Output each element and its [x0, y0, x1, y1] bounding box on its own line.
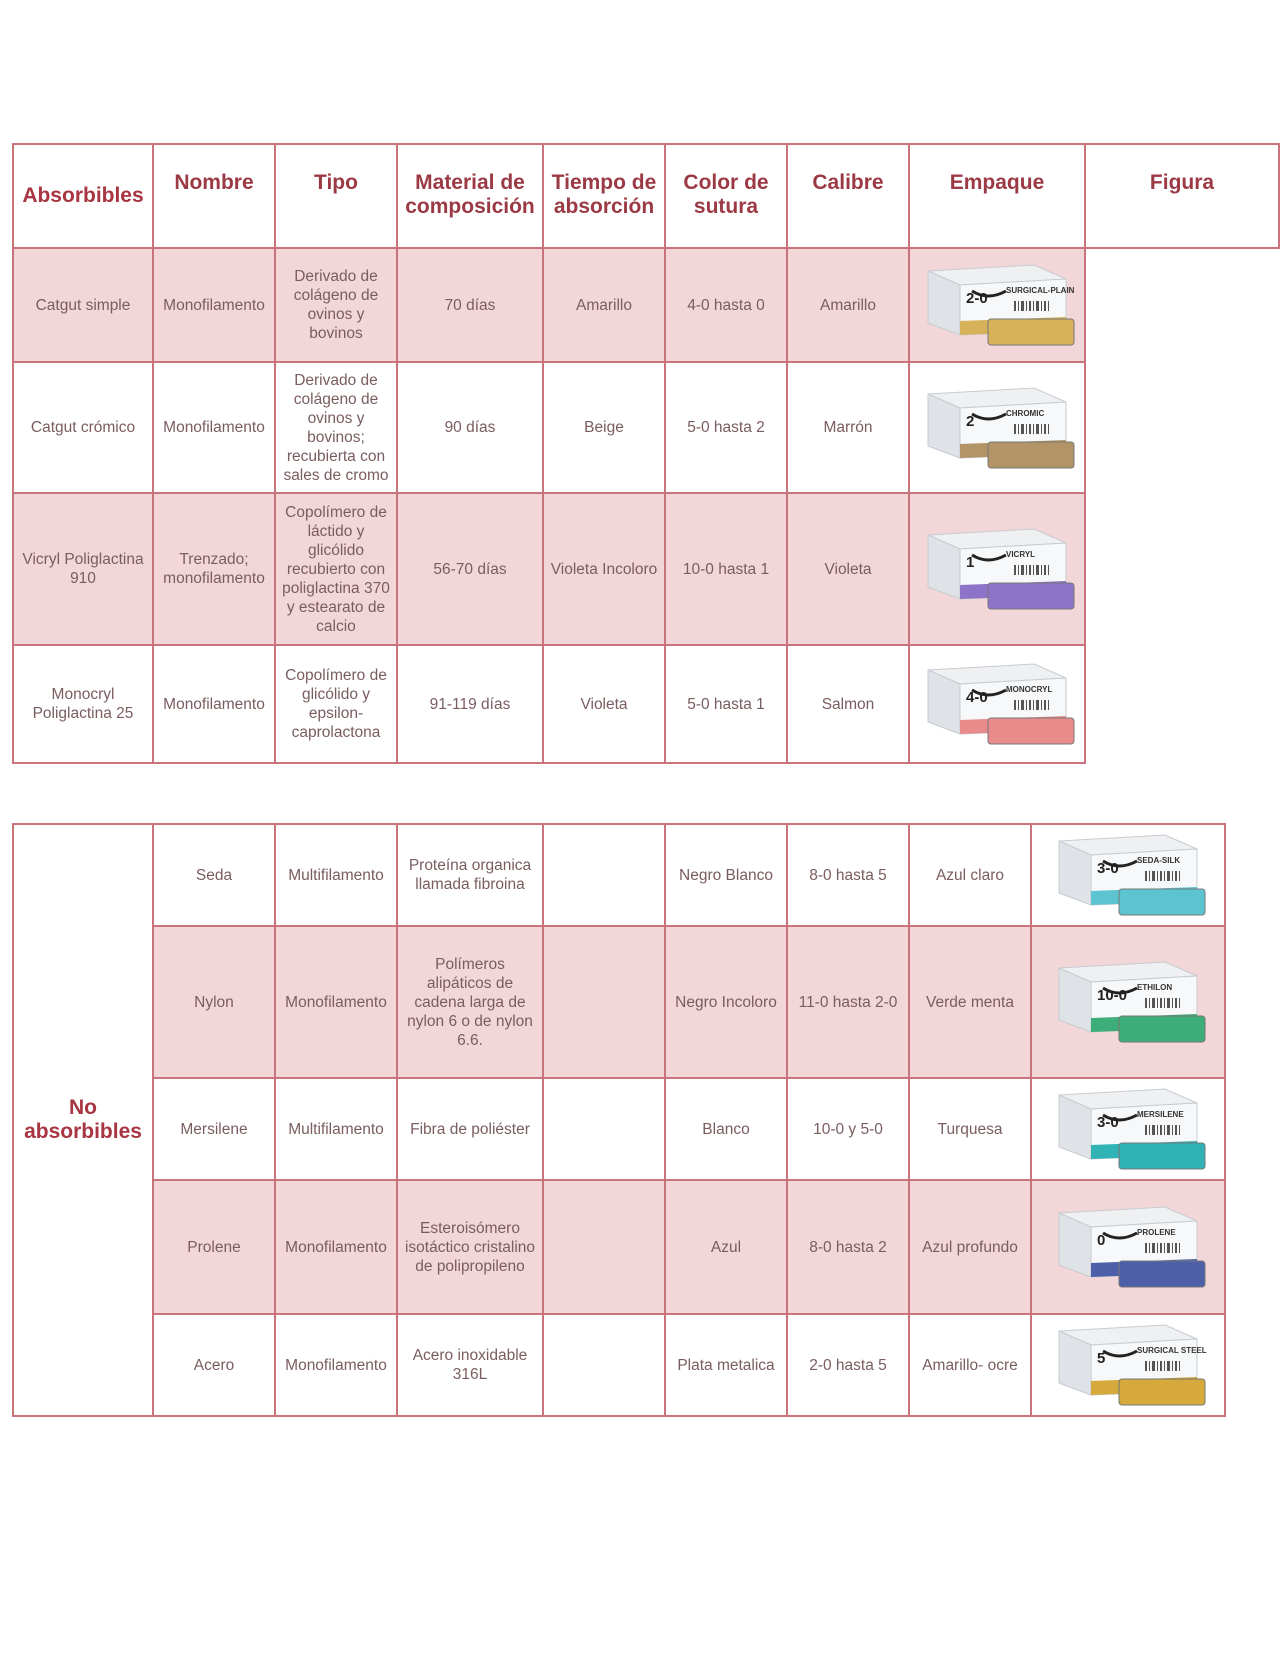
cell-tipo: Monofilamento	[275, 926, 397, 1078]
svg-text:3-0: 3-0	[1097, 860, 1119, 877]
cell-figura	[909, 645, 1085, 763]
cell-tiempo	[543, 1180, 665, 1314]
svg-text:2-0: 2-0	[966, 290, 988, 307]
cell-tiempo	[543, 1078, 665, 1180]
cell-color: Beige	[543, 362, 665, 493]
cell-material: Copolímero de glicólido y epsilon-caprolactona	[275, 645, 397, 763]
table-row	[13, 1180, 1225, 1314]
cell-nombre: Monocryl Poliglactina 25	[13, 645, 153, 763]
header-row	[13, 144, 1279, 248]
suture-package-image	[1045, 1081, 1211, 1177]
cell-nombre: Prolene	[153, 1180, 275, 1314]
cell-figura	[1031, 926, 1225, 1078]
cell-tiempo: 90 días	[397, 362, 543, 493]
header-tiempo: Tiempo de absorción	[543, 144, 665, 248]
svg-text:SURGICAL STEEL: SURGICAL STEEL	[1137, 1346, 1207, 1355]
svg-text:ETHILON: ETHILON	[1137, 983, 1173, 992]
cell-calibre: 5-0 hasta 2	[665, 362, 787, 493]
svg-text:0: 0	[1097, 1232, 1106, 1249]
cell-empaque: Marrón	[787, 362, 909, 493]
table-row	[13, 645, 1279, 763]
group-label-absorbibles: Absorbibles	[13, 144, 153, 248]
header-material: Material de composición	[397, 144, 543, 248]
cell-nombre: Catgut simple	[13, 248, 153, 362]
cell-calibre: 8-0 hasta 2	[787, 1180, 909, 1314]
cell-figura	[909, 362, 1085, 493]
cell-nombre: Mersilene	[153, 1078, 275, 1180]
svg-text:10-0: 10-0	[1097, 987, 1128, 1004]
header-tipo: Tipo	[275, 144, 397, 248]
cell-color: Plata metalica	[665, 1314, 787, 1416]
cell-figura	[909, 248, 1085, 362]
cell-empaque: Azul profundo	[909, 1180, 1031, 1314]
suture-package-image	[1045, 1317, 1211, 1413]
cell-material: Acero inoxidable 316L	[397, 1314, 543, 1416]
cell-tipo: Monofilamento	[275, 1180, 397, 1314]
svg-text:MONOCRYL: MONOCRYL	[1006, 685, 1053, 694]
cell-tiempo: 70 días	[397, 248, 543, 362]
cell-calibre: 5-0 hasta 1	[665, 645, 787, 763]
cell-color: Violeta Incoloro	[543, 493, 665, 645]
cell-color: Amarillo	[543, 248, 665, 362]
cell-calibre: 4-0 hasta 0	[665, 248, 787, 362]
cell-empaque: Salmon	[787, 645, 909, 763]
cell-calibre: 8-0 hasta 5	[787, 824, 909, 926]
cell-empaque: Turquesa	[909, 1078, 1031, 1180]
cell-color: Blanco	[665, 1078, 787, 1180]
cell-calibre: 10-0 hasta 1	[665, 493, 787, 645]
suture-package-image	[914, 380, 1080, 476]
header-nombre: Nombre	[153, 144, 275, 248]
suture-package-image	[1045, 1199, 1211, 1295]
cell-figura	[1031, 824, 1225, 926]
non-absorbable-sutures-table	[12, 823, 1226, 1417]
cell-tipo: Multifilamento	[275, 1078, 397, 1180]
cell-material: Derivado de colágeno de ovinos y bovinos; recubierta con sales de cromo	[275, 362, 397, 493]
suture-package-image	[914, 257, 1080, 353]
svg-text:CHROMIC: CHROMIC	[1006, 408, 1045, 418]
cell-figura	[1031, 1078, 1225, 1180]
svg-text:5: 5	[1097, 1350, 1106, 1367]
cell-figura	[1031, 1180, 1225, 1314]
cell-tiempo: 91-119 días	[397, 645, 543, 763]
cell-calibre: 10-0 y 5-0	[787, 1078, 909, 1180]
cell-figura	[909, 493, 1085, 645]
header-color: Color de sutura	[665, 144, 787, 248]
cell-material: Esteroisómero isotáctico cristalino de polipropileno	[397, 1180, 543, 1314]
table-row	[13, 248, 1279, 362]
svg-text:VICRYL: VICRYL	[1006, 550, 1036, 559]
svg-text:2: 2	[966, 412, 975, 430]
cell-empaque: Azul claro	[909, 824, 1031, 926]
cell-nombre: Catgut crómico	[13, 362, 153, 493]
cell-material: Polímeros alipáticos de cadena larga de nylon 6 o de nylon 6.6.	[397, 926, 543, 1078]
cell-color: Negro Blanco	[665, 824, 787, 926]
table-row	[13, 824, 1225, 926]
table-row	[13, 362, 1279, 493]
cell-tipo: Monofilamento	[275, 1314, 397, 1416]
header-figura: Figura	[1085, 144, 1279, 248]
cell-tipo: Monofilamento	[153, 362, 275, 493]
cell-empaque: Amarillo- ocre	[909, 1314, 1031, 1416]
svg-text:3-0: 3-0	[1097, 1114, 1119, 1131]
cell-tipo: Monofilamento	[153, 248, 275, 362]
cell-nombre: Vicryl Poliglactina 910	[13, 493, 153, 645]
cell-nombre: Acero	[153, 1314, 275, 1416]
table-row	[13, 1314, 1225, 1416]
cell-material: Proteína organica llamada fibroina	[397, 824, 543, 926]
suture-package-image	[914, 656, 1080, 752]
absorbable-sutures-table	[12, 143, 1280, 764]
cell-color: Azul	[665, 1180, 787, 1314]
svg-text:PROLENE: PROLENE	[1137, 1228, 1176, 1237]
cell-tiempo	[543, 824, 665, 926]
cell-tipo: Trenzado; monofilamento	[153, 493, 275, 645]
cell-empaque: Amarillo	[787, 248, 909, 362]
table-row	[13, 493, 1279, 645]
group-label-no-absorbibles: No absorbibles	[13, 824, 153, 1416]
svg-text:4-0: 4-0	[966, 689, 988, 706]
header-empaque: Empaque	[909, 144, 1085, 248]
cell-nombre: Seda	[153, 824, 275, 926]
suture-package-image	[1045, 827, 1211, 923]
cell-calibre: 2-0 hasta 5	[787, 1314, 909, 1416]
cell-material: Fibra de poliéster	[397, 1078, 543, 1180]
cell-color: Negro Incoloro	[665, 926, 787, 1078]
cell-tipo: Multifilamento	[275, 824, 397, 926]
cell-empaque: Verde menta	[909, 926, 1031, 1078]
table-row	[13, 926, 1225, 1078]
header-calibre: Calibre	[787, 144, 909, 248]
svg-text:1: 1	[966, 554, 975, 571]
cell-tiempo	[543, 926, 665, 1078]
svg-text:SURGICAL-PLAIN: SURGICAL-PLAIN	[1006, 286, 1075, 295]
table-row	[13, 1078, 1225, 1180]
cell-material: Derivado de colágeno de ovinos y bovinos	[275, 248, 397, 362]
cell-tiempo: 56-70 días	[397, 493, 543, 645]
svg-text:MERSILENE: MERSILENE	[1137, 1110, 1184, 1119]
cell-material: Copolímero de láctido y glicólido recubierto con poliglactina 370 y estearato de calcio	[275, 493, 397, 645]
suture-package-image	[1045, 954, 1211, 1050]
cell-figura	[1031, 1314, 1225, 1416]
cell-empaque: Violeta	[787, 493, 909, 645]
cell-color: Violeta	[543, 645, 665, 763]
cell-nombre: Nylon	[153, 926, 275, 1078]
svg-text:SEDA-SILK: SEDA-SILK	[1137, 856, 1181, 865]
suture-package-image	[914, 521, 1080, 617]
cell-tiempo	[543, 1314, 665, 1416]
cell-tipo: Monofilamento	[153, 645, 275, 763]
cell-calibre: 11-0 hasta 2-0	[787, 926, 909, 1078]
